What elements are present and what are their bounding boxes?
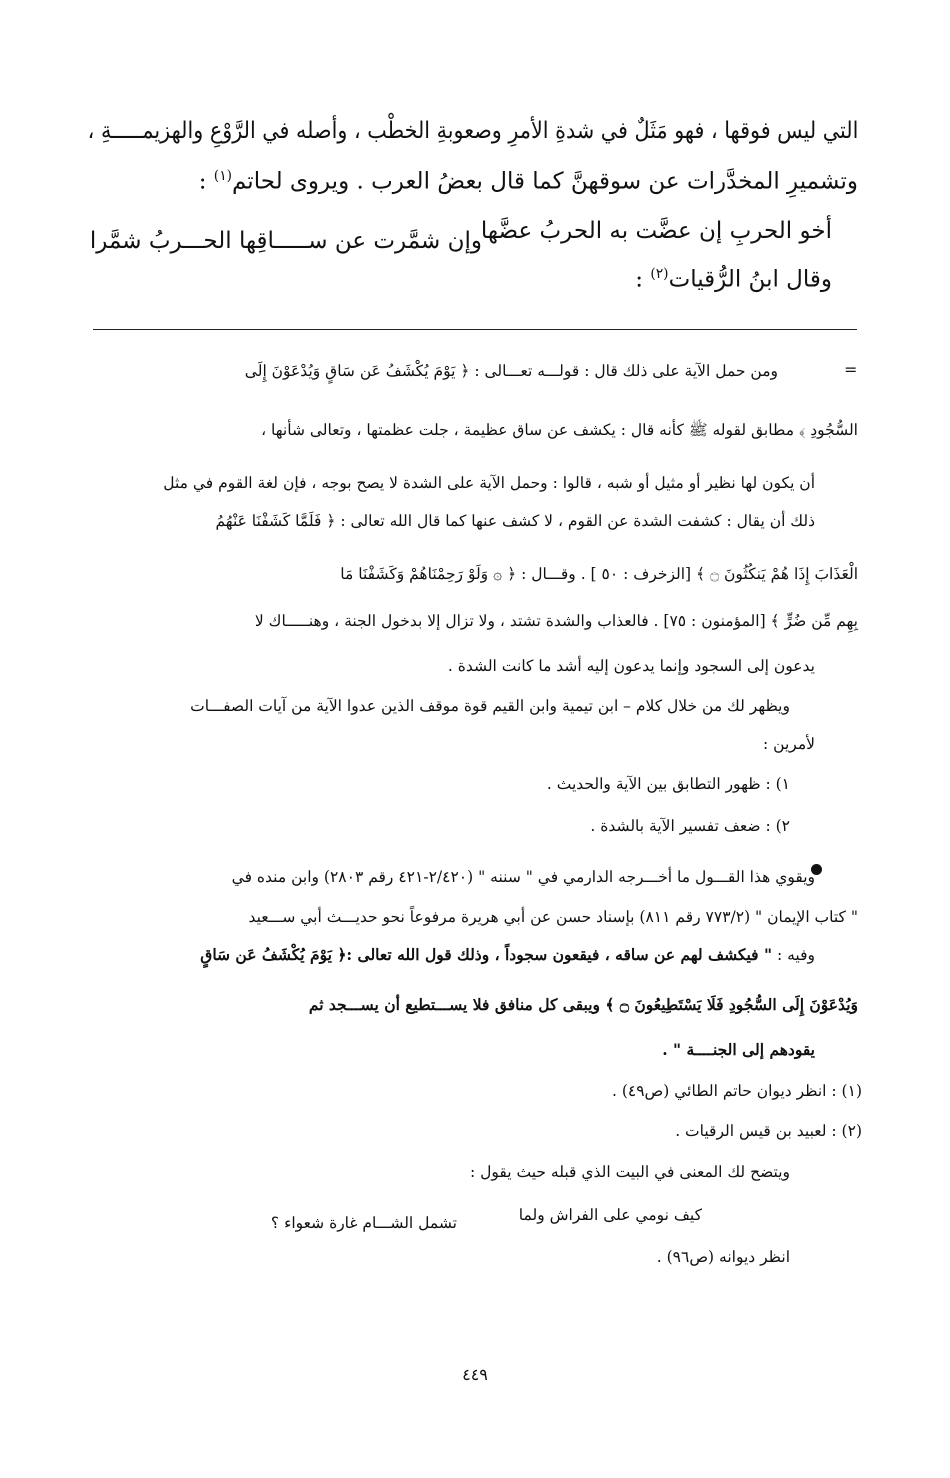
commentary-line-4: ذلك أن يقال : كشفت الشدة عن القوم ، لا كشف عنها كما قال الله تعالى : ﴿ فَلَمَّا كَشَفْنَا عَنْهُمُ [215,512,815,530]
footnote-ref-2: (٢) [650,266,669,282]
hadith-quote-bold: " فيكشف لهم عن ساقه ، فيقعون سجوداً ، وذلك قول الله تعالى :﴿ يَوْمَ يُكْشَفُ عَن سَاقٍ [200,945,773,964]
commentary-line-8: ويظهر لك من خلال كلام – ابن تيمية وابن القيم قوة موقف الذين عدوا الآية من آيات الصفـــات [190,697,790,715]
commentary-line-2: السُّجُودِ ﴾ مطابق لقوله ﷺ كأنه قال : يكشف عن ساق عظيمة ، جلت عظمتها ، وتعالى شأنها ، [261,421,858,439]
verse-1-second-hemistich: وإن شمَّرت عن ســـــاقِها الحـــربُ شمَّرا [89,228,482,254]
page-number: ٤٤٩ [462,1365,488,1384]
footnote-2: (٢) : لعبيد بن قيس الرقيات . [675,1122,862,1140]
footnote-ref-1: (١) [213,168,232,184]
footnote-2-line-4: انظر ديوانه (ص٩٦) . [656,1248,790,1266]
commentary-line-9: لأمرين : [763,735,815,753]
commentary-line-5: الْعَذَابَ إِذَا هُمْ يَنكُثُونَ ۝ ﴾ [الزخرف : ٥٠ ] . وقـــال : ﴿ ۞ وَلَوْ رَحِمْنَاهُمْ وَكَشَفْنَا مَا [340,565,858,583]
commentary-line-13: " كتاب الإيمان " (٧٧٣/٢ رقم ٨١١) بإسناد حسن عن أبي هريرة مرفوعاً نحو حديـــث أبي ســـعيد [248,908,858,926]
commentary-line-16: يقودهم إلى الجنــــة " . [662,1040,815,1059]
verse-1-first-hemistich: أخو الحربِ إن عضَّت به الحربُ عضَّها [480,218,832,244]
footnote-2-line-2: ويتضح لك المعنى في البيت الذي قبله حيث يقول : [470,1163,790,1181]
commentary-line-1: ومن حمل الآية على ذلك قال : قولـــه تعـــالى : ﴿ يَوْمَ يُكْشَفُ عَن سَاقٍ وَيُدْعَوْنَ إِلَى [244,362,778,380]
verse-2-second-hemistich: تشمل الشـــام غارة شعواء ؟ [270,1214,457,1232]
main-line-4: وقال ابنُ الرُّقيات$^{(٢)}$ : [635,266,832,293]
main-line-2: وتشميرِ المخدَّرات عن سوقهنَّ كما قال بعضُ العرب . ويروى لحاتم$^{(١)}$ : [198,168,858,195]
commentary-line-7: يدعون إلى السجود وإنما يدعون إليه أشد ما كانت الشدة . [447,657,815,675]
commentary-line-14: وفيه : " فيكشف لهم عن ساقه ، فيقعون سجوداً ، وذلك قول الله تعالى :﴿ يَوْمَ يُكْشَفُ عَن سَاقٍ [200,945,815,964]
main-line-1: التي ليس فوقها ، فهو مَثَلٌ في شدةِ الأمرِ وصعوبةِ الخطْب ، وأصله في الرَّوْعِ والهزيمـــــةِ ، [87,118,858,144]
footnote-1: (١) : انظر ديوان حاتم الطائي (ص٤٩) . [611,1082,862,1100]
commentary-line-12: ويقوي هذا القـــول ما أخـــرجه الدارمي في " سننه " (٢/٤٢٠-٤٢١ رقم ٢٨٠٣) وابن منده في [231,868,815,886]
commentary-line-6: بِهِم مِّن ضُرٍّ ﴾ [المؤمنون : ٧٥] . فالعذاب والشدة تشتد ، ولا تزال إلا بدخول الجنة ، وهنـــــاك لا [254,612,858,630]
continuation-mark: = [844,360,858,379]
numbered-point-1: ١) : ظهور التطابق بين الآية والحديث . [546,775,790,793]
commentary-line-3: أن يكون لها نظير أو مثيل أو شبه ، قالوا : وحمل الآية على الشدة لا يصح بوجه ، فإن لغة القوم في مثل [163,474,815,492]
footnote-divider [93,329,857,330]
verse-2-first-hemistich: كيف نومي على الفراش ولما [518,1206,702,1224]
numbered-point-2: ٢) : ضعف تفسير الآية بالشدة . [590,817,790,835]
commentary-line-15: وَيُدْعَوْنَ إِلَى السُّجُودِ فَلَا يَسْتَطِيعُونَ ۝ ﴾ ويبقى كل منافق فلا يســـتطيع أن يســـجد ثم [308,995,858,1014]
